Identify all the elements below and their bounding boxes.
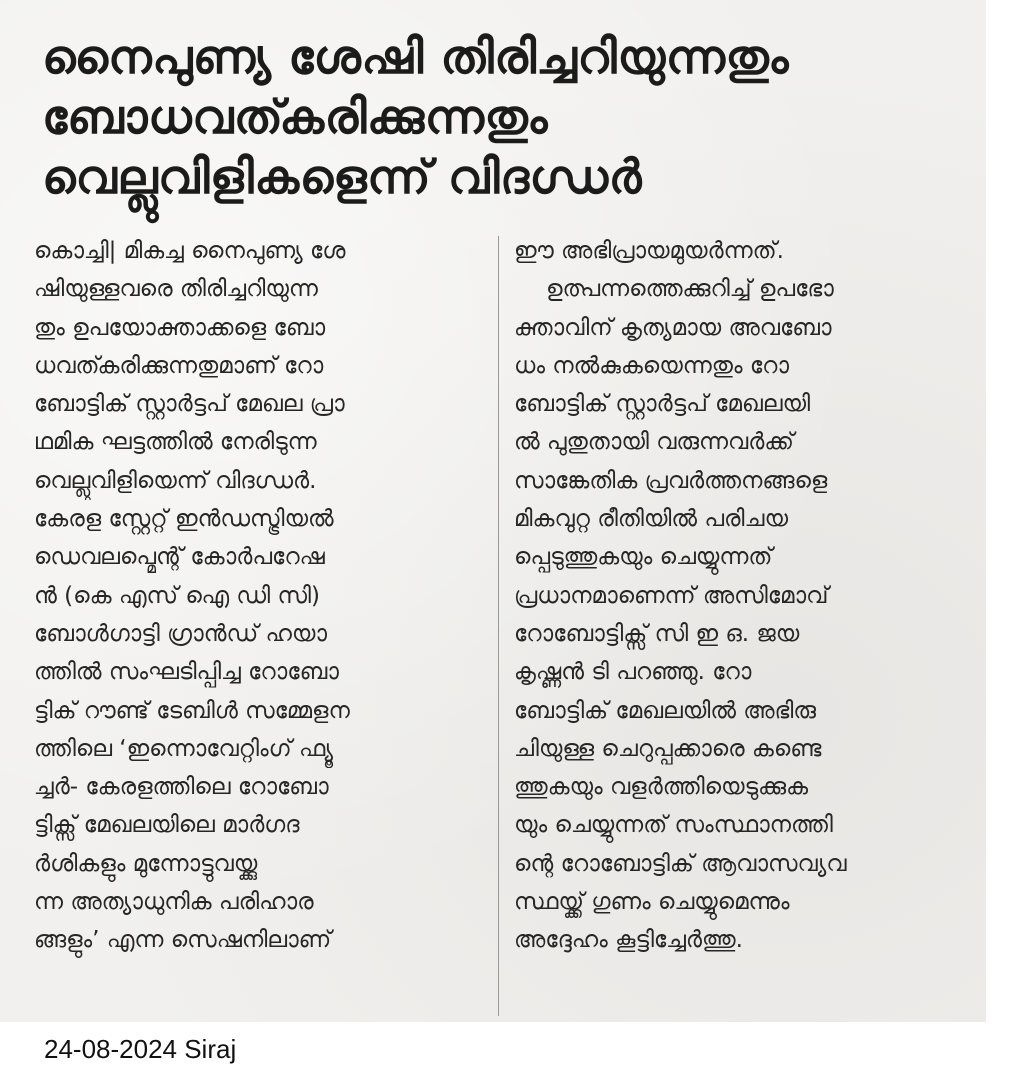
- column-line: പ്പെടുത്തുകയും ചെയ്യുന്നത്: [514, 544, 773, 571]
- column-line: ധവത്കരിക്കുന്നതുമാണ് റോ: [34, 352, 324, 379]
- article-column-left: [34, 232, 484, 960]
- headline-line-2: ബോധവത്കരിക്കുന്നതും: [42, 90, 548, 145]
- column-line: ങ്ങളും’ എന്ന സെഷനിലാണ്: [34, 927, 332, 954]
- column-line: ചിയുള്ള ചെറുപ്പക്കാരെ കണ്ടെ: [514, 735, 822, 762]
- column-line: ബോട്ടിക് സ്റ്റാർട്ടപ് മേഖലയി: [514, 391, 811, 418]
- article-column-right: [514, 232, 966, 960]
- column-line: ൽ പുതുതായി വരുന്നവർക്ക്: [514, 429, 794, 456]
- column-line: മികവുറ്റ രീതിയിൽ പരിചയ: [514, 506, 788, 533]
- headline: [42, 28, 952, 208]
- column-line: കൊച്ചി| മികച്ച നൈപുണ്യ ശേ: [34, 238, 346, 264]
- column-line: ൻ (കെ എസ് ഐ ഡി സി): [34, 582, 321, 609]
- headline-line-1: നൈപുണ്യ ശേഷി തിരിച്ചറിയുന്നതും: [42, 30, 789, 85]
- column-line: ഷിയുള്ളവരെ തിരിച്ചറിയുന്ന: [34, 276, 318, 303]
- column-line: വെല്ലുവിളിയെന്ന് വിദഗ്ധർ.: [34, 467, 317, 494]
- source-date-caption: 24-08-2024 Siraj: [44, 1034, 237, 1064]
- column-line: തും ഉപയോക്താക്കളെ ബോ: [34, 314, 326, 341]
- column-line: അദ്ദേഹം കൂട്ടിച്ചേർത്തു.: [514, 927, 743, 954]
- column-line: സാങ്കേതിക പ്രവർത്തനങ്ങളെ: [514, 467, 828, 494]
- column-line: ന്ന അത്യാധുനിക പരിഹാര: [34, 889, 314, 916]
- column-line: ച്ചർ- കേരളത്തിലെ റോബോ: [34, 774, 329, 801]
- column-line: ഈ അഭിപ്രായമുയർന്നത്.: [514, 238, 784, 264]
- column-line: പ്രധാനമാണെന്ന് അസിമോവ്: [514, 582, 829, 609]
- column-line: ന്റെ റോബോട്ടിക് ആവാസവ്യവ: [514, 850, 847, 877]
- column-line: ബോട്ടിക് സ്റ്റാർട്ടപ് മേഖല പ്രാ: [34, 391, 345, 418]
- column-line: ഡെവലപ്മെന്റ് കോർപറേഷ: [34, 544, 325, 571]
- column-line: ബോൾഗാട്ടി ഗ്രാൻഡ് ഹയാ: [34, 620, 328, 647]
- column-line: ഥമിക ഘട്ടത്തിൽ നേരിടുന്ന: [34, 429, 317, 456]
- column-line: ക്താവിന് കൃത്യമായ അവബോ: [514, 314, 832, 341]
- column-line: ത്തുകയും വളർത്തിയെടുക്കുക: [514, 774, 809, 801]
- column-line: ട്ടിക്സ് മേഖലയിലെ മാർഗദ: [34, 812, 300, 839]
- column-line: സ്ഥയ്ക്ക് ഗുണം ചെയ്യുമെന്നും: [514, 889, 790, 916]
- column-divider: [498, 236, 499, 1016]
- column-line: ർശികളും മുന്നോട്ടുവയ്ക്കു: [34, 850, 258, 877]
- column-line: ട്ടിക് റൗണ്ട് ടേബിൾ സമ്മേളന: [34, 697, 350, 724]
- headline-line-3: വെല്ലുവിളികളെന്ന് വിദഗ്ധർ: [42, 150, 643, 205]
- column-line: ത്തിലെ ‘ഇന്നൊവേറ്റിംഗ് ഫ്യൂ: [34, 735, 334, 762]
- column-line: യും ചെയ്യുന്നത് സംസ്ഥാനത്തി: [514, 812, 833, 839]
- column-line: കേരള സ്റ്റേറ്റ് ഇൻഡസ്ട്രിയൽ: [34, 506, 334, 533]
- column-line: ബോട്ടിക് മേഖലയിൽ അഭിരു: [514, 697, 817, 724]
- column-line: ത്തിൽ സംഘടിപ്പിച്ച റോബോ: [34, 659, 339, 686]
- paragraph-start-line: ഉത്പന്നത്തെക്കുറിച്ച് ഉപഭോ: [546, 276, 834, 303]
- column-line: ധം നൽകുകയെന്നതും റോ: [514, 352, 790, 379]
- column-line: കൃഷ്ണൻ ടി പറഞ്ഞു. റോ: [514, 659, 752, 686]
- column-line: റോബോട്ടിക്സ് സി ഇ ഒ. ജയ: [514, 620, 800, 647]
